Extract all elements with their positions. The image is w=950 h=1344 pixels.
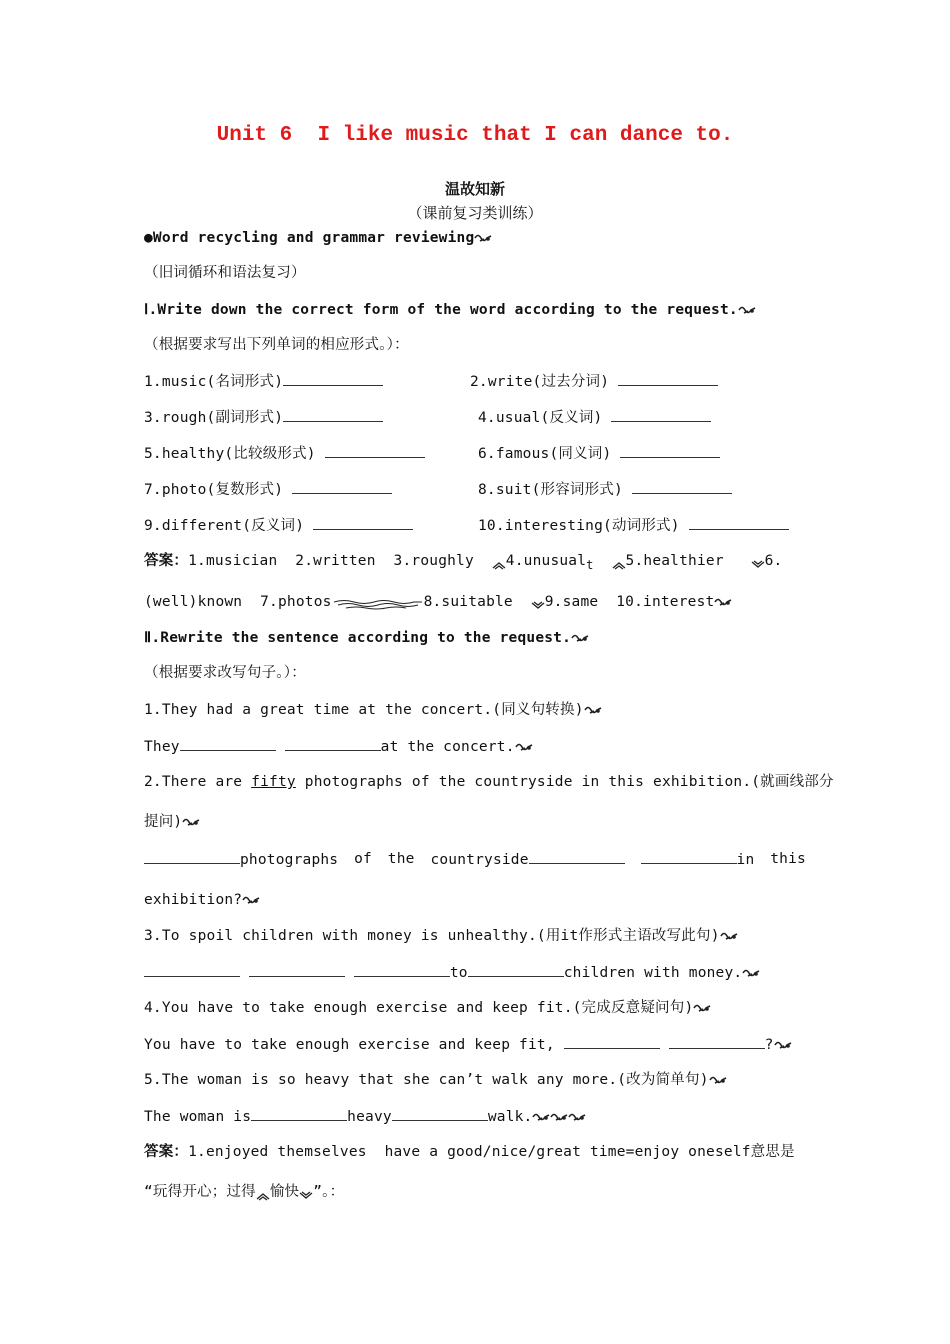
answer-item: 10.interest: [616, 594, 715, 610]
item-label: 4.usual(反义词): [478, 410, 612, 426]
answer-group: [144, 849, 338, 870]
answer-blank[interactable]: [611, 407, 711, 422]
item-label: 1.music(名词形式): [144, 374, 284, 390]
question-2-cont: [144, 812, 200, 832]
answer-blank[interactable]: [392, 1106, 488, 1121]
question-text: 4.You have to take enough exercise and keep fit.(完成反意疑问句): [144, 1000, 694, 1016]
chevron-down-icon: [751, 556, 765, 566]
answer-text: countryside: [430, 852, 529, 868]
question-text: photographs of the countryside in this exhibition.(就画线部分: [295, 774, 834, 790]
part1-answer-line1: [144, 551, 782, 575]
answer-text: They: [144, 739, 180, 755]
answer-blank[interactable]: [285, 736, 381, 751]
chevron-up-icon: [256, 1187, 270, 1197]
section-header: 温故知新: [444, 180, 505, 198]
answer-blank[interactable]: [669, 1034, 765, 1049]
scribble-icon: [738, 304, 756, 316]
scribble-icon: [568, 1111, 586, 1123]
question-text: 5.The woman is so heavy that she can’t walk any more.(改为简单句): [144, 1072, 709, 1088]
question-text: 3.To spoil children with money is unhealthy.(用it作形式主语改写此句): [144, 928, 720, 944]
list-item: [144, 443, 425, 464]
scribble-icon: [693, 1002, 711, 1014]
scribble-icon: [182, 816, 200, 828]
scribble-icon: [774, 1039, 792, 1051]
answer-line-4: [144, 1034, 792, 1055]
answer-blank[interactable]: [632, 479, 732, 494]
answer-line-3: [144, 962, 760, 983]
part1-answer-line2: [144, 592, 732, 612]
answer-item: 1.musician: [188, 553, 278, 569]
list-item: [144, 407, 383, 428]
answer-item: (well)known: [144, 594, 243, 610]
scribble-icon: [720, 930, 738, 942]
answer-line-2: [144, 849, 806, 870]
answer-text: of: [354, 851, 372, 867]
answer-subscript: t: [586, 557, 594, 572]
answer-label: 答案：: [144, 1144, 189, 1160]
question-text: 1.They had a great time at the concert.(同义句转换): [144, 702, 584, 718]
item-label: 7.photo(复数形式): [144, 482, 293, 498]
answer-blank[interactable]: [618, 371, 718, 386]
chevron-up-icon: [612, 556, 626, 566]
list-item: [144, 515, 413, 536]
list-item: [478, 407, 711, 428]
part2-answer: [144, 1142, 806, 1162]
answer-text: heavy: [347, 1109, 392, 1125]
list-item: [144, 371, 383, 392]
answer-text: You have to take enough exercise and keep fit,: [144, 1037, 555, 1053]
answer-blank[interactable]: [468, 962, 564, 977]
list-item: [478, 443, 720, 464]
part2-title-text: Ⅱ.Rewrite the sentence according to the request.: [144, 630, 572, 646]
scribble-icon: [532, 1111, 550, 1123]
answer-item: 3.roughly: [393, 553, 474, 569]
answer-blank[interactable]: [325, 443, 425, 458]
answer-item: 8.suitable: [423, 594, 513, 610]
item-label: 9.different(反义词): [144, 518, 314, 534]
answer-text: the: [387, 851, 415, 867]
answer-item: 4.unusual: [505, 553, 587, 569]
answer-text: “玩得开心；过得: [144, 1184, 256, 1200]
list-item: [478, 479, 732, 500]
part1-title-text: Ⅰ.Write down the correct form of the word according to the request.: [144, 302, 738, 318]
part1-instruction: （根据要求写出下列单词的相应形式。）：: [144, 337, 409, 353]
part2-instruction: （根据要求改写句子。）：: [144, 665, 306, 681]
answer-blank[interactable]: [529, 849, 625, 864]
answer-item: 6.: [764, 553, 783, 569]
item-label: 5.healthy(比较级形式): [144, 446, 325, 462]
section-subheader: （课前复习类训练）: [407, 204, 543, 222]
answer-line-5: [144, 1106, 586, 1127]
answer-line-2-cont: [144, 890, 260, 910]
answer-blank[interactable]: [180, 736, 276, 751]
scribble-icon: [515, 741, 533, 753]
scribble-icon: [742, 967, 760, 979]
intro-title: [144, 228, 492, 248]
wavy-line-icon: [332, 596, 424, 608]
answer-text: ?: [764, 1037, 774, 1053]
answer-text: 愉快: [269, 1184, 300, 1200]
underlined-word: fifty: [251, 774, 296, 790]
answer-blank[interactable]: [354, 962, 450, 977]
list-item: [144, 479, 392, 500]
question-text: 提问): [144, 814, 183, 830]
answer-text: walk.: [487, 1109, 533, 1125]
item-label: 3.rough(副词形式): [144, 410, 284, 426]
answer-blank[interactable]: [564, 1034, 660, 1049]
answer-text: 1.enjoyed themselves have a good/nice/great time=enjoy oneself意思是: [188, 1144, 795, 1160]
answer-text: photographs: [240, 852, 339, 868]
answer-text: in: [736, 852, 755, 868]
scribble-icon: [474, 232, 492, 244]
intro-title-text: ●Word recycling and grammar reviewing: [144, 230, 475, 246]
answer-blank[interactable]: [251, 1106, 347, 1121]
chevron-up-icon: [492, 556, 506, 566]
answer-blank[interactable]: [283, 407, 383, 422]
item-label: 8.suit(形容词形式): [478, 482, 632, 498]
answer-text: this: [770, 851, 806, 867]
scribble-icon: [714, 596, 732, 608]
part1-title: [144, 300, 756, 320]
answer-group: [430, 849, 624, 870]
answer-item: 9.same: [544, 594, 599, 610]
answer-blank[interactable]: [641, 849, 737, 864]
intro-subtitle: （旧词循环和语法复习）: [144, 265, 306, 281]
answer-group: [641, 849, 755, 870]
answer-blank[interactable]: [620, 443, 720, 458]
answer-text: The woman is: [144, 1109, 252, 1125]
answer-blank[interactable]: [313, 515, 413, 530]
question-4: [144, 998, 711, 1018]
chevron-down-icon: [531, 597, 545, 607]
answer-blank[interactable]: [249, 962, 345, 977]
page-title: Unit 6 I like music that I can dance to.: [216, 124, 734, 147]
question-text: 2.There are: [144, 774, 252, 790]
answer-blank[interactable]: [292, 479, 392, 494]
item-label: 6.famous(同义词): [478, 446, 621, 462]
chevron-down-icon: [299, 1187, 313, 1197]
part2-title: [144, 628, 589, 648]
answer-blank[interactable]: [144, 849, 240, 864]
question-2: [144, 772, 834, 792]
scribble-icon: [242, 894, 260, 906]
part2-answer-cont: [144, 1182, 344, 1202]
item-label: 10.interesting(动词形式): [478, 518, 689, 534]
answer-item: 2.written: [295, 553, 376, 569]
answer-text: at the concert.: [380, 739, 515, 755]
answer-text: exhibition?: [144, 892, 243, 908]
answer-text: to: [449, 965, 468, 981]
scribble-icon: [571, 632, 589, 644]
answer-line-1: [144, 736, 533, 757]
answer-label: 答案：: [144, 553, 189, 569]
answer-item: 7.photos: [260, 594, 332, 610]
answer-text: children with money.: [563, 965, 743, 981]
answer-blank[interactable]: [144, 962, 240, 977]
item-label: 2.write(过去分词): [470, 374, 619, 390]
answer-item: 5.healthier: [625, 553, 724, 569]
question-5: [144, 1070, 727, 1090]
list-item: [478, 515, 789, 536]
question-3: [144, 926, 738, 946]
scribble-icon: [584, 704, 602, 716]
question-1: [144, 700, 602, 720]
scribble-icon: [709, 1074, 727, 1086]
answer-blank[interactable]: [689, 515, 789, 530]
scribble-icon: [550, 1111, 568, 1123]
list-item: [470, 371, 718, 392]
answer-text: ”。：: [313, 1184, 345, 1200]
answer-blank[interactable]: [283, 371, 383, 386]
